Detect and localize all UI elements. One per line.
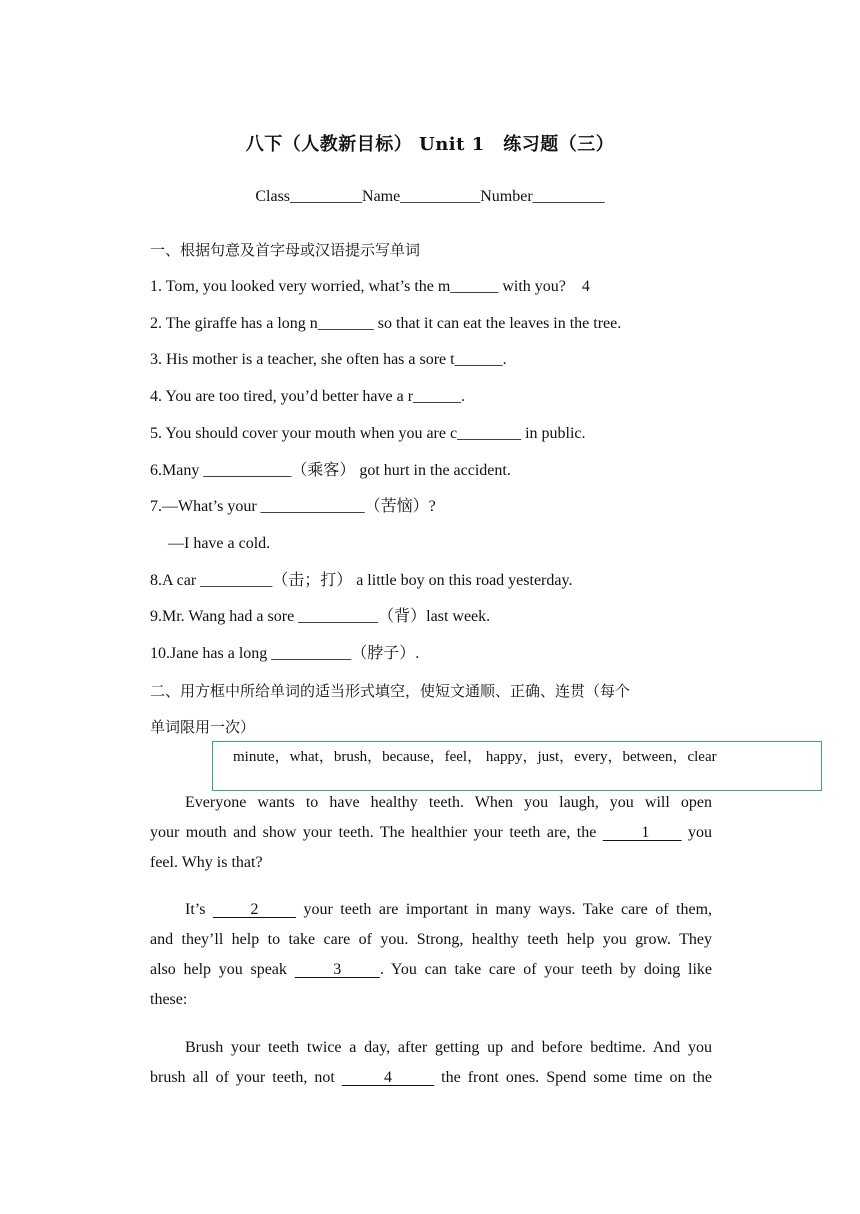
question-6: 6.Many ___________（乘客） got hurt in the accident. bbox=[150, 462, 511, 479]
blank-1: 1 bbox=[602, 824, 682, 841]
word-bank-box bbox=[212, 741, 822, 791]
question-9: 9.Mr. Wang had a sore __________（背）last week. bbox=[150, 608, 491, 625]
paragraph-2-line-4: these: bbox=[150, 991, 188, 1008]
question-7-answer: —I have a cold. bbox=[168, 535, 271, 552]
question-7: 7.—What’s your _____________（苦恼）? bbox=[150, 498, 436, 515]
question-8: 8.A car _________（击；打） a little boy on this road yesterday. bbox=[150, 572, 573, 589]
paragraph-1-line-2: your mouth and show your teeth. The healthier your teeth are, the 1 you bbox=[150, 824, 713, 841]
paragraph-2-line-3: also help you speak 3 . You can take care of your teeth by doing like bbox=[150, 961, 713, 978]
passage-paragraph-3 bbox=[150, 1033, 712, 1093]
paragraph-2-line-1: It’s 2 your teeth are important in many ways. Take care of them, bbox=[185, 901, 713, 918]
section2-heading-line2: 单词限用一次） bbox=[150, 718, 256, 736]
blank-3: 3 bbox=[294, 961, 380, 978]
blank-4: 4 bbox=[341, 1069, 435, 1086]
question-4: 4. You are too tired, you’d better have a r______. bbox=[150, 388, 466, 405]
question-5: 5. You should cover your mouth when you are c________ in public. bbox=[150, 425, 586, 442]
question-2: 2. The giraffe has a long n_______ so that it can eat the leaves in the tree. bbox=[150, 315, 622, 332]
paragraph-3-line-1: Brush your teeth twice a day, after getting up and before bedtime. And you bbox=[185, 1039, 712, 1056]
paragraph-3-line-2: brush all of your teeth, not 4 the front ones. Spend some time on the bbox=[150, 1069, 713, 1086]
page-title: 八下（人教新目标） Unit 1 练习题（三） bbox=[245, 134, 615, 155]
passage-paragraph-2 bbox=[150, 895, 712, 1015]
section1-heading: 一、根据句意及首字母或汉语提示写单词 bbox=[150, 241, 421, 259]
passage-paragraph-1 bbox=[150, 788, 712, 878]
blank-2: 2 bbox=[212, 901, 296, 918]
section2-heading-line1: 二、用方框中所给单词的适当形式填空，使短文通顺、正确、连贯（每个 bbox=[150, 682, 631, 700]
question-3: 3. His mother is a teacher, she often has a sore t______. bbox=[150, 351, 507, 368]
question-10: 10.Jane has a long __________（脖子）. bbox=[150, 645, 420, 662]
paragraph-1-line-3: feel. Why is that? bbox=[150, 854, 263, 871]
question-1: 1. Tom, you looked very worried, what’s the m______ with you? 4 bbox=[150, 278, 590, 295]
paragraph-2-line-2: and they’ll help to take care of you. Strong, healthy teeth help you grow. They bbox=[150, 931, 712, 948]
paragraph-1-line-1: Everyone wants to have healthy teeth. When you laugh, you will open bbox=[185, 794, 712, 811]
student-info-line: Class_________Name__________Number_________ bbox=[255, 188, 605, 205]
word-bank-words: minute，what，brush，because，feel， happy，just，every，between，clear bbox=[233, 749, 717, 765]
